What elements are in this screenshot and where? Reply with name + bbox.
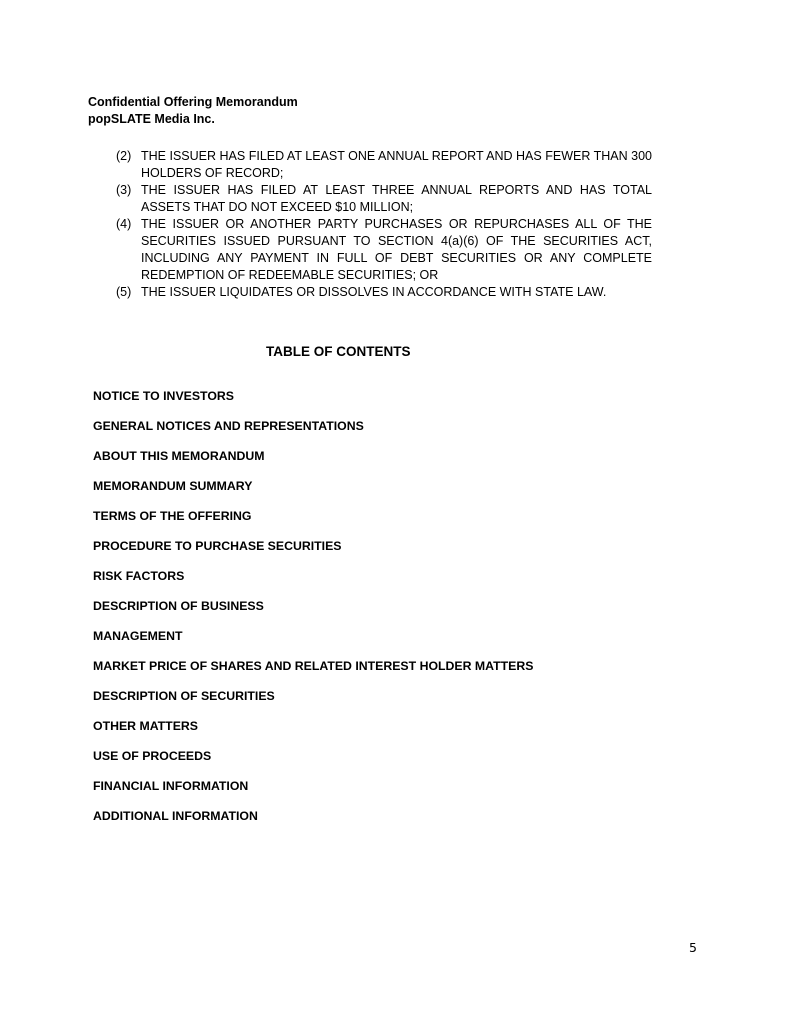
condition-text: THE ISSUER HAS FILED AT LEAST THREE ANNUAL REPORTS AND HAS TOTAL ASSETS THAT DO NOT EXCEED $10 MILLION; (141, 183, 652, 214)
toc-list (93, 388, 533, 838)
toc-item-use-of-proceeds[interactable]: USE OF PROCEEDS (93, 749, 212, 763)
condition-item (116, 284, 652, 301)
toc-item-general-notices[interactable]: GENERAL NOTICES AND REPRESENTATIONS (93, 419, 364, 433)
toc-title: TABLE OF CONTENTS (266, 344, 411, 359)
condition-number: (2) (116, 149, 132, 163)
document-header (88, 94, 298, 128)
toc-item-memorandum-summary[interactable]: MEMORANDUM SUMMARY (93, 479, 253, 493)
condition-text: THE ISSUER LIQUIDATES OR DISSOLVES IN ACCORDANCE WITH STATE LAW. (141, 285, 607, 299)
toc-item-terms-of-offering[interactable]: TERMS OF THE OFFERING (93, 509, 252, 523)
header-company: popSLATE Media Inc. (88, 112, 215, 126)
condition-number: (3) (116, 183, 132, 197)
toc-item-about-memorandum[interactable]: ABOUT THIS MEMORANDUM (93, 449, 265, 463)
conditions-list (116, 148, 652, 301)
condition-item (116, 216, 652, 284)
condition-text: THE ISSUER OR ANOTHER PARTY PURCHASES OR REPURCHASES ALL OF THE SECURITIES ISSUED PURSUANT TO SECTION 4(a)(6) OF THE SECURITIES ACT, INCLUDING ANY PAYMENT IN FULL OF DEBT SECURITIES OR ANY COMPLETE REDEMPTION OF REDEEMABLE SECURITIES; OR (141, 217, 652, 282)
condition-text: THE ISSUER HAS FILED AT LEAST ONE ANNUAL REPORT AND HAS FEWER THAN 300 HOLDERS OF RECORD; (141, 149, 652, 180)
toc-item-additional-information[interactable]: ADDITIONAL INFORMATION (93, 809, 258, 823)
header-title: Confidential Offering Memorandum (88, 95, 298, 109)
condition-item (116, 148, 652, 182)
toc-item-market-price[interactable]: MARKET PRICE OF SHARES AND RELATED INTEREST HOLDER MATTERS (93, 659, 534, 673)
toc-item-description-of-securities[interactable]: DESCRIPTION OF SECURITIES (93, 689, 275, 703)
condition-number: (5) (116, 285, 132, 299)
toc-item-other-matters[interactable]: OTHER MATTERS (93, 719, 198, 733)
condition-number: (4) (116, 217, 132, 231)
toc-item-description-of-business[interactable]: DESCRIPTION OF BUSINESS (93, 599, 264, 613)
toc-item-management[interactable]: MANAGEMENT (93, 629, 183, 643)
toc-item-financial-information[interactable]: FINANCIAL INFORMATION (93, 779, 249, 793)
condition-item (116, 182, 652, 216)
page-number: 5 (689, 940, 697, 955)
toc-item-notice-to-investors[interactable]: NOTICE TO INVESTORS (93, 389, 234, 403)
toc-item-procedure-to-purchase[interactable]: PROCEDURE TO PURCHASE SECURITIES (93, 539, 342, 553)
toc-item-risk-factors[interactable]: RISK FACTORS (93, 569, 185, 583)
